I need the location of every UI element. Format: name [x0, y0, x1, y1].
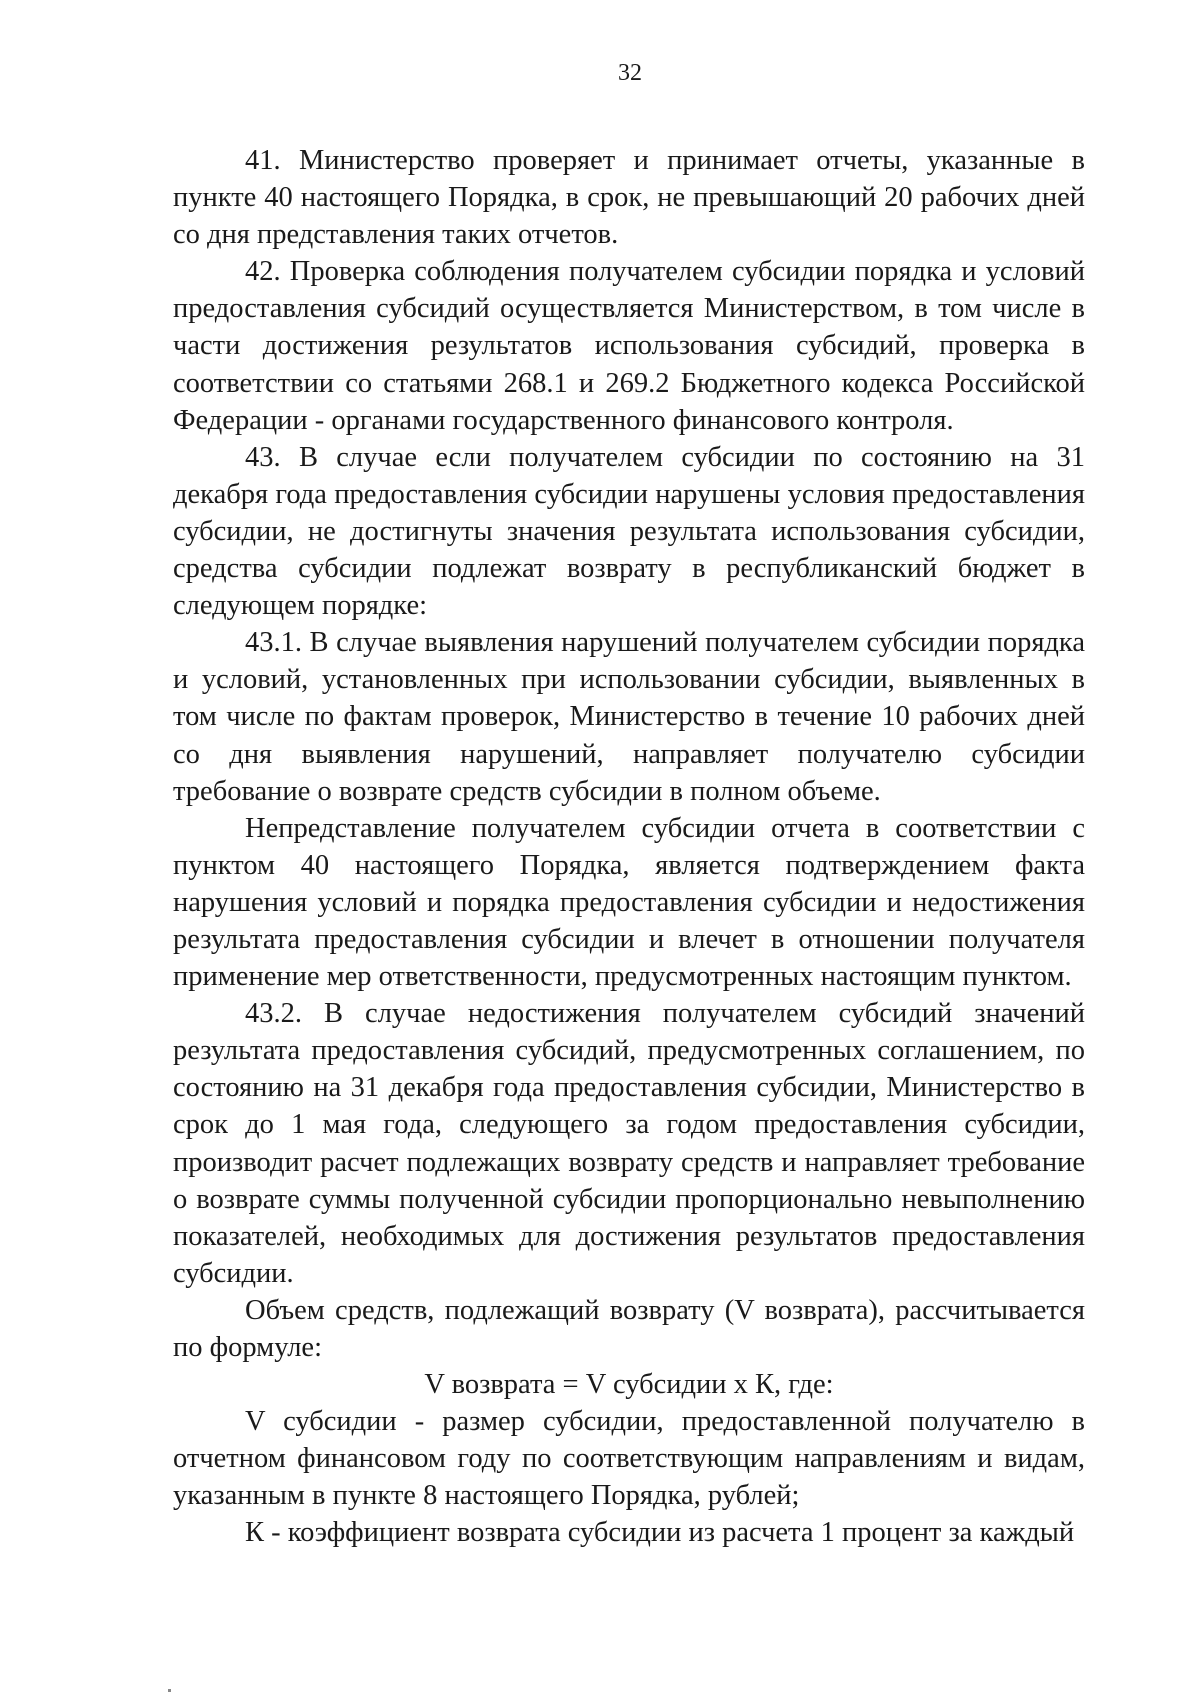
page-number: 32	[618, 60, 642, 86]
document-body	[173, 142, 1085, 1552]
paragraph-non-submission: Непредставление получателем субсидии отчета в соответствии с пунктом 40 настоящего Порядка, является подтверждением факта нарушения условий и порядка предоставления субсидии и недостижения результата предоставления субсидии и влечет в отношении получателя применение мер ответственности, предусмотренных настоящим пунктом.	[173, 812, 1085, 993]
paragraph-43: 43. В случае если получателем субсидии по состоянию на 31 декабря года предоставления субсидии нарушены условия предоставления субсидии, не достигнуты значения результата использования субсидии, средства субсидии подлежат возврату в республиканский бюджет в следующем порядке:	[173, 441, 1085, 622]
scan-speck	[168, 1689, 171, 1692]
paragraph-volume-intro: Объем средств, подлежащий возврату (V возврата), рассчитывается по формуле:	[173, 1294, 1085, 1363]
paragraph-41: 41. Министерство проверяет и принимает отчеты, указанные в пункте 40 настоящего Порядка, в срок, не превышающий 20 рабочих дней со дня представления таких отчетов.	[173, 145, 1085, 251]
paragraph-43-1: 43.1. В случае выявления нарушений получателем субсидии порядка и условий, установленных при использовании субсидии, выявленных в том числе по фактам проверок, Министерство в течение 10 рабочих дней со дня выявления нарушений, направляет получателю субсидии требование о возврате средств субсидии в полном объеме.	[173, 627, 1085, 807]
definition-k-coefficient: К - коэффициент возврата субсидии из расчета 1 процент за каждый	[245, 1517, 1075, 1549]
definition-v-subsidy: V субсидии - размер субсидии, предоставленной получателю в отчетном финансовом году по соответствующим направлениям и видам, указанным в пункте 8 настоящего Порядка, рублей;	[173, 1406, 1085, 1512]
paragraph-42: 42. Проверка соблюдения получателем субсидии порядка и условий предоставления субсидий осуществляется Министерством, в том числе в части достижения результатов использования субсидий, проверка в соответствии со статьями 268.1 и 269.2 Бюджетного кодекса Российской Федерации - органами государственного финансового контроля.	[173, 256, 1085, 436]
paragraph-43-2: 43.2. В случае недостижения получателем субсидий значений результата предоставления субсидий, предусмотренных соглашением, по состоянию на 31 декабря года предоставления субсидии, Министерство в срок до 1 мая года, следующего за годом предоставления субсидии, производит расчет подлежащих возврату средств и направляет требование о возврате суммы полученной субсидии пропорционально невыполнению показателей, необходимых для достижения результатов предоставления субсидии.	[173, 998, 1085, 1289]
return-formula: V возврата = V субсидии х К, где:	[424, 1369, 834, 1401]
